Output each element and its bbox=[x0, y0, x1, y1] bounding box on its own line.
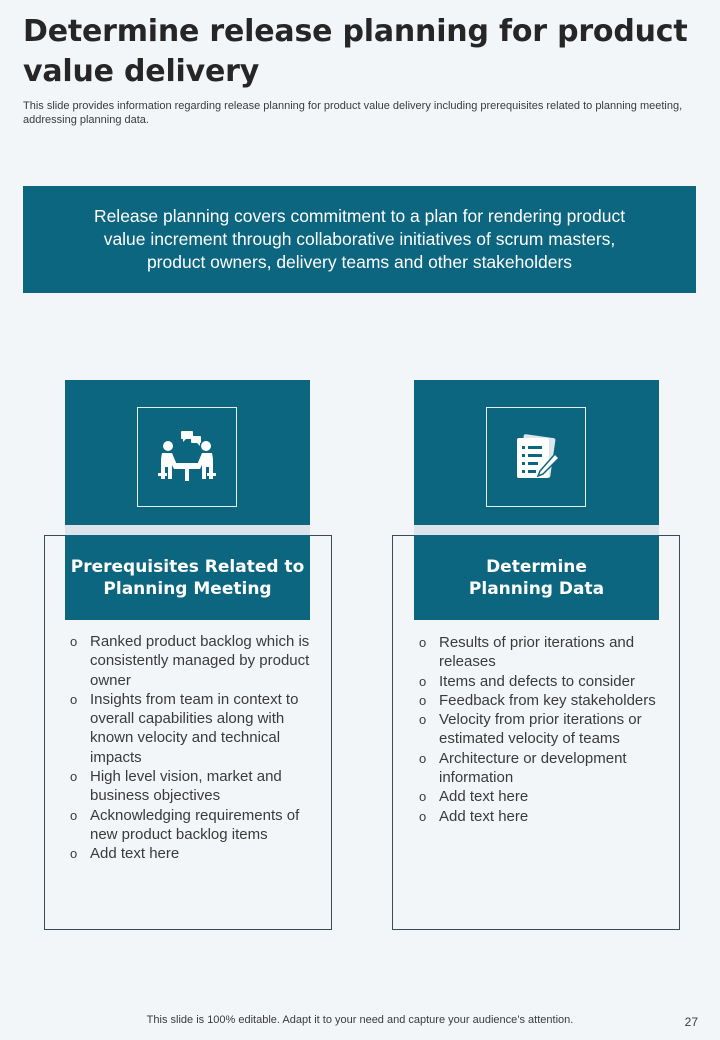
card-heading-right bbox=[414, 535, 659, 620]
icon-frame bbox=[486, 407, 586, 507]
list-item: o Add text here bbox=[70, 844, 310, 863]
banner-text: Release planning covers commitment to a plan for rendering product value increment through collaborative initiatives of scrum masters, product owners, delivery teams and other stakeholders bbox=[93, 206, 626, 272]
card-heading-text: Determine Planning Data bbox=[468, 556, 605, 599]
card-heading-text: Prerequisites Related to Planning Meeting bbox=[70, 556, 305, 599]
list-item: o Acknowledging requirements of new product backlog items bbox=[70, 806, 310, 845]
list-item: o Feedback from key stakeholders bbox=[419, 691, 664, 710]
checklist-icon bbox=[511, 432, 561, 482]
list-item: o Insights from team in context to overall capabilities along with known velocity and technical impacts bbox=[70, 690, 310, 767]
list-item: o High level vision, market and business objectives bbox=[70, 767, 310, 806]
list-item: o Architecture or development information bbox=[419, 749, 664, 788]
list-item: o Results of prior iterations and releases bbox=[419, 633, 664, 672]
card-heading-left bbox=[65, 535, 310, 620]
bullet-list-right bbox=[419, 633, 664, 826]
page-number: 27 bbox=[684, 1015, 698, 1029]
page-subtitle: This slide provides information regarding release planning for product value delivery including prerequisites related to planning meeting, addressing planning data. bbox=[23, 100, 683, 126]
page-title: Determine release planning for product value delivery bbox=[23, 14, 688, 89]
summary-banner bbox=[23, 186, 696, 293]
list-item: o Add text here bbox=[419, 787, 664, 806]
list-item: o Add text here bbox=[419, 807, 664, 826]
meeting-icon bbox=[155, 429, 219, 485]
footer-note: This slide is 100% editable. Adapt it to your need and capture your audience’s attention. bbox=[146, 1014, 574, 1026]
card-icon-panel-left bbox=[65, 380, 310, 525]
card-divider-strip bbox=[65, 525, 310, 535]
list-item: o Velocity from prior iterations or estimated velocity of teams bbox=[419, 710, 664, 749]
list-item: o Items and defects to consider bbox=[419, 672, 664, 691]
bullet-list-left bbox=[70, 632, 310, 864]
icon-frame bbox=[137, 407, 237, 507]
card-divider-strip bbox=[414, 525, 659, 535]
card-icon-panel-right bbox=[414, 380, 659, 525]
list-item: o Ranked product backlog which is consistently managed by product owner bbox=[70, 632, 310, 690]
